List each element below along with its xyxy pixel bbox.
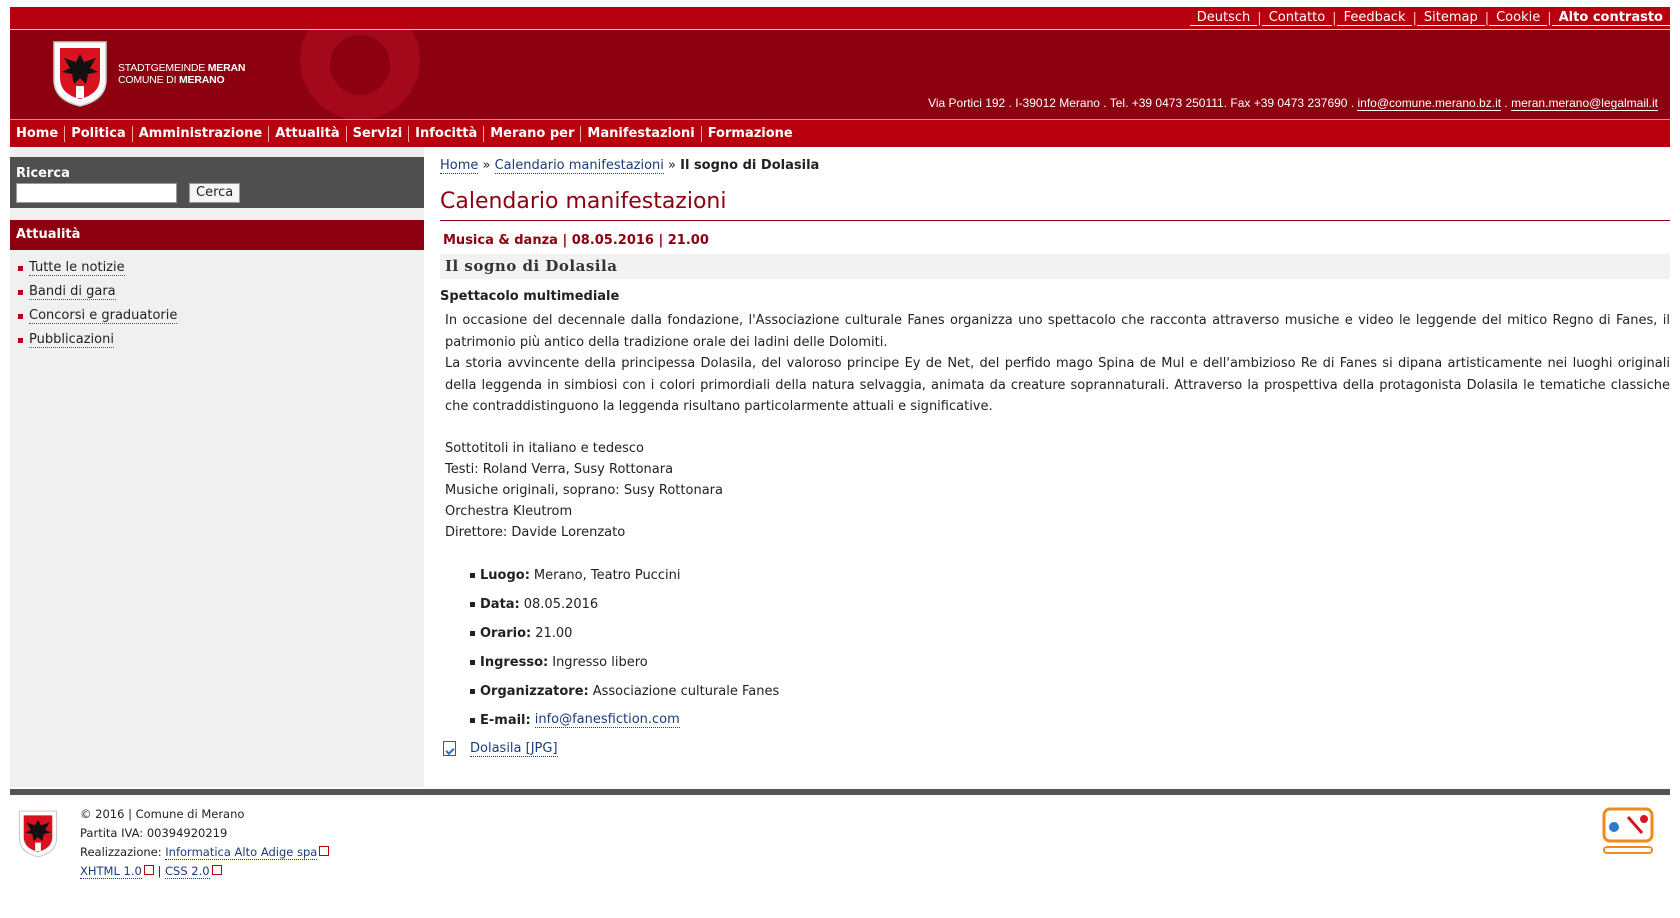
content-area (10, 147, 1670, 787)
page-title: Calendario manifestazioni (440, 189, 1670, 221)
realization (80, 843, 329, 862)
credit-line: Testi: Roland Verra, Susy Rottonara (445, 461, 674, 477)
search-input[interactable] (16, 183, 177, 203)
nav-item-home[interactable]: Home (10, 126, 65, 142)
bullet-icon (470, 573, 475, 578)
search-label: Ricerca (16, 166, 70, 181)
nav-item-servizi[interactable]: Servizi (347, 126, 410, 142)
detail-item (470, 677, 1670, 706)
event-title: Il sogno di Dolasila (440, 254, 1670, 279)
file-image-icon (443, 741, 456, 756)
nav-item-merano-per[interactable]: Merano per (484, 126, 581, 142)
detail-label: E-mail: (480, 712, 531, 728)
detail-value: Associazione culturale Fanes (592, 683, 780, 699)
detail-label: Data: (480, 596, 520, 612)
sidebar-link-tenders[interactable]: Bandi di gara (29, 284, 116, 299)
bullet-square-icon (18, 338, 23, 343)
pec-email-link[interactable]: meran.merano@legalmail.it (1511, 96, 1658, 110)
sidebar-item (18, 328, 424, 352)
sidebar-item (18, 304, 424, 328)
realization-label: Realizzazione: (80, 845, 166, 859)
address-text: Via Portici 192 . I-39012 Merano . Tel. +39 0473 250111. Fax +39 0473 237690 . (928, 96, 1358, 110)
footer-crest-logo (18, 809, 58, 859)
cookie-link[interactable]: Cookie (1489, 11, 1547, 26)
main-navigation (10, 119, 1670, 147)
breadcrumb-separator: » (478, 158, 495, 173)
sidebar-item (18, 280, 424, 304)
sidebar-section-title: Attualità (10, 220, 424, 250)
credit-line: Sottotitoli in italiano e tedesco (445, 440, 644, 456)
breadcrumb-calendar[interactable]: Calendario manifestazioni (494, 158, 664, 173)
brand-line-2-strong: MERANO (179, 74, 225, 86)
page (10, 7, 1670, 787)
external-link-icon (144, 865, 154, 875)
search-button[interactable]: Cerca (189, 183, 240, 203)
sidebar (10, 147, 424, 787)
footer-text (80, 805, 329, 881)
bullet-square-icon (18, 290, 23, 295)
attachment (440, 741, 1670, 757)
email-separator: . (1501, 96, 1512, 110)
nav-item-manifestazioni[interactable]: Manifestazioni (581, 126, 701, 142)
sidebar-link-competitions[interactable]: Concorsi e graduatorie (29, 308, 178, 323)
event-subtitle: Spettacolo multimediale (440, 289, 620, 304)
external-link-icon (319, 846, 329, 856)
municipality-name (118, 62, 245, 86)
event-details (440, 561, 1670, 735)
sitemap-link[interactable]: Sitemap (1417, 11, 1485, 26)
sidebar-link-news[interactable]: Tutte le notizie (29, 260, 125, 275)
nav-item-amministrazione[interactable]: Amministrazione (133, 126, 269, 142)
breadcrumb (440, 158, 1670, 173)
accessibility-logo-icon[interactable] (1598, 805, 1658, 861)
breadcrumb-home[interactable]: Home (440, 158, 479, 173)
detail-item (470, 648, 1670, 677)
external-link-icon (212, 865, 222, 875)
brand-line-1-strong: MERAN (207, 62, 246, 74)
bullet-icon (470, 718, 475, 723)
credit-line: Orchestra Kleutrom (445, 503, 573, 519)
brand-line-2: COMUNE DI (118, 74, 180, 86)
breadcrumb-separator: » (663, 158, 681, 173)
detail-item (470, 590, 1670, 619)
credit-line: Direttore: Davide Lorenzato (445, 524, 626, 540)
nav-item-infocitta[interactable]: Infocittà (409, 126, 484, 142)
realization-link[interactable]: Informatica Alto Adige spa (165, 845, 318, 859)
language-link[interactable]: Deutsch (1190, 11, 1258, 26)
merano-crest-logo[interactable] (52, 40, 108, 108)
sidebar-link-publications[interactable]: Pubblicazioni (29, 332, 114, 347)
nav-item-politica[interactable]: Politica (65, 126, 133, 142)
detail-value: Merano, Teatro Puccini (533, 567, 681, 583)
detail-item (470, 619, 1670, 648)
decorative-swirl-inner (330, 35, 390, 95)
event-credits (440, 438, 1670, 543)
breadcrumb-current: Il sogno di Dolasila (680, 158, 820, 173)
bullet-square-icon (18, 314, 23, 319)
search-box (10, 157, 424, 208)
event-description (440, 310, 1670, 418)
description-paragraph: In occasione del decennale dalla fondazione, l'Associazione culturale Fanes organizza uno spettacolo che racconta attraverso musiche e video le leggende del mitico Regno di Fanes, il patrimonio più antico della tradizione orale dei ladini delle Dolomiti. (445, 313, 1670, 350)
nav-item-attualita[interactable]: Attualità (269, 126, 346, 142)
css-link[interactable]: CSS 2.0 (165, 864, 210, 878)
detail-label: Ingresso: (480, 654, 549, 670)
copyright: © 2016 | Comune di Merano (80, 807, 245, 821)
utility-bar: Deutsch | Contatto | Feedback | Sitemap | Cookie | Alto contrasto (10, 7, 1670, 30)
sidebar-item (18, 256, 424, 280)
organizer-email-link[interactable]: info@fanesfiction.com (534, 712, 680, 727)
bullet-square-icon (18, 266, 23, 271)
detail-item (470, 561, 1670, 590)
sidebar-menu (10, 256, 424, 352)
main-content (440, 147, 1670, 757)
bullet-icon (470, 602, 475, 607)
feedback-link[interactable]: Feedback (1337, 11, 1413, 26)
email-link[interactable]: info@comune.merano.bz.it (1357, 96, 1502, 110)
attachment-link[interactable]: Dolasila [JPG] (470, 740, 558, 756)
footer-separator: | (153, 864, 166, 878)
bullet-icon (470, 660, 475, 665)
detail-label: Orario: (480, 625, 532, 641)
vat-number: Partita IVA: 00394920219 (80, 826, 228, 840)
detail-label: Organizzatore: (480, 683, 589, 699)
site-header (10, 30, 1670, 119)
high-contrast-link[interactable]: Alto contrasto (1552, 11, 1670, 26)
bullet-icon (470, 689, 475, 694)
brand-line-1: STADTGEMEINDE (118, 62, 208, 74)
detail-value: 08.05.2016 (523, 596, 599, 612)
nav-item-formazione[interactable]: Formazione (707, 125, 793, 141)
bullet-icon (470, 631, 475, 636)
description-paragraph: La storia avvincente della principessa Dolasila, del valoroso principe Ey de Net, del perfido mago Spina de Mul e dell'ambizioso Re di Fanes si dipana artisticamente nei luoghi originali della leggenda in simbiosi con i colori primordiali della natura selvaggia, animata da creature soprannaturali. Attraverso la prospettiva della protagonista Dolasila le tematiche classiche che contraddistinguono la leggenda risultano particolarmente attuali e significative. (445, 356, 1670, 414)
detail-value: Ingresso libero (552, 654, 648, 670)
xhtml-link[interactable]: XHTML 1.0 (80, 864, 142, 878)
detail-label: Luogo: (480, 567, 530, 583)
site-footer (10, 789, 1670, 905)
detail-item (470, 706, 1670, 735)
contact-address (928, 96, 1658, 110)
detail-value: 21.00 (535, 625, 573, 641)
event-category: Musica & danza | 08.05.2016 | 21.00 (443, 233, 709, 248)
contact-link[interactable]: Contatto (1262, 11, 1332, 26)
validation-links (80, 862, 329, 881)
credit-line: Musiche originali, soprano: Susy Rottonara (445, 482, 723, 498)
